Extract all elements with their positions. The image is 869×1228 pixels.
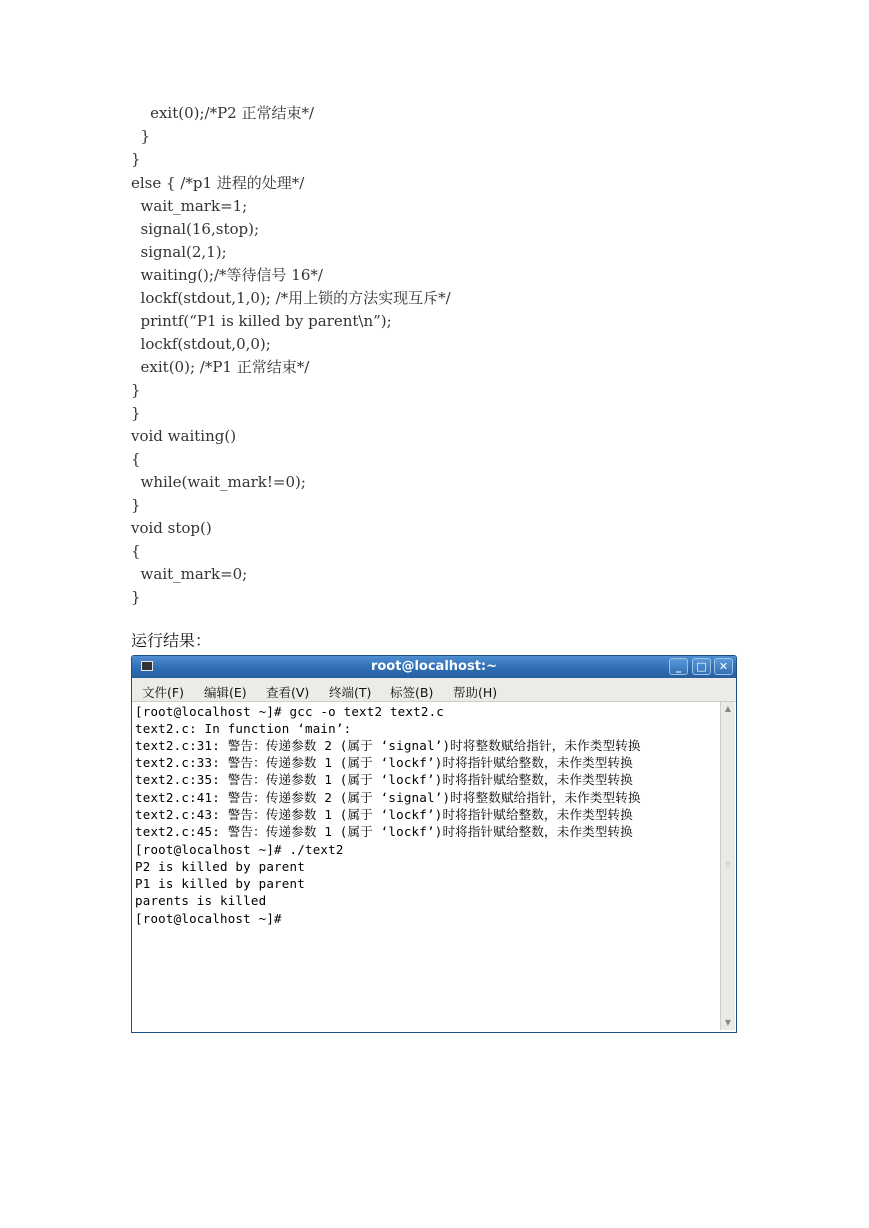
close-button[interactable]: ✕ bbox=[714, 658, 733, 675]
window-title: root@localhost:~ bbox=[370, 659, 498, 674]
terminal-line: [root@localhost ~]# bbox=[135, 911, 282, 926]
scroll-grip-icon[interactable]: ⁞⁞ bbox=[725, 860, 731, 869]
result-caption: 运行结果： bbox=[131, 631, 212, 650]
code-line: signal(2,1); bbox=[131, 243, 227, 261]
code-line: wait_mark=1; bbox=[131, 197, 248, 215]
code-line: printf(“P1 is killed by parent\n”); bbox=[131, 312, 392, 330]
terminal-line: text2.c:45: 警告：传递参数 1 (属于 ‘lockf’)时将指针赋给整数，未作类型转换 bbox=[135, 824, 633, 839]
terminal-line: [root@localhost ~]# ./text2 bbox=[135, 842, 344, 857]
scroll-up-arrow-icon[interactable]: ▲ bbox=[724, 704, 732, 713]
terminal-line: text2.c:41: 警告：传递参数 2 (属于 ‘signal’)时将整数赋给指针，未作类型转换 bbox=[135, 790, 641, 805]
code-line: else { /*p1 进程的处理*/ bbox=[131, 174, 305, 192]
vertical-scrollbar[interactable] bbox=[720, 702, 735, 1030]
terminal-line: [root@localhost ~]# gcc -o text2 text2.c bbox=[135, 704, 445, 719]
terminal-window bbox=[131, 655, 737, 1033]
terminal-titlebar[interactable] bbox=[132, 656, 736, 678]
code-line: while(wait_mark!=0); bbox=[131, 473, 306, 491]
code-line: exit(0); /*P1 正常结束*/ bbox=[131, 358, 310, 376]
terminal-line: text2.c:43: 警告：传递参数 1 (属于 ‘lockf’)时将指针赋给整数，未作类型转换 bbox=[135, 807, 633, 822]
terminal-line: P2 is killed by parent bbox=[135, 859, 305, 874]
code-line: } bbox=[131, 381, 141, 399]
code-line: } bbox=[131, 150, 141, 168]
terminal-line: text2.c:31: 警告：传递参数 2 (属于 ‘signal’)时将整数赋给指针，未作类型转换 bbox=[135, 738, 641, 753]
terminal-line: parents is killed bbox=[135, 893, 267, 908]
code-line: wait_mark=0; bbox=[131, 565, 248, 583]
code-line: } bbox=[131, 496, 141, 514]
terminal-line: P1 is killed by parent bbox=[135, 876, 305, 891]
code-line: lockf(stdout,0,0); bbox=[131, 335, 271, 353]
minimize-button[interactable]: _ bbox=[669, 658, 688, 675]
code-line: } bbox=[131, 404, 141, 422]
menu-edit[interactable]: 编辑(E) bbox=[204, 685, 247, 700]
code-line: void stop() bbox=[131, 519, 212, 537]
menu-terminal[interactable]: 终端(T) bbox=[329, 685, 372, 700]
scroll-down-arrow-icon[interactable]: ▼ bbox=[724, 1018, 732, 1027]
code-line: lockf(stdout,1,0); /*用上锁的方法实现互斥*/ bbox=[131, 289, 451, 307]
menu-bar bbox=[132, 678, 736, 702]
terminal-line: text2.c:33: 警告：传递参数 1 (属于 ‘lockf’)时将指针赋给整数，未作类型转换 bbox=[135, 755, 633, 770]
terminal-output[interactable] bbox=[134, 702, 718, 1030]
menu-view[interactable]: 查看(V) bbox=[266, 685, 310, 700]
code-line: void waiting() bbox=[131, 427, 237, 445]
code-line: { bbox=[131, 450, 141, 468]
terminal-line: text2.c: In function ‘main’: bbox=[135, 721, 352, 736]
code-line: } bbox=[131, 127, 151, 145]
maximize-button[interactable]: □ bbox=[692, 658, 711, 675]
code-line: } bbox=[131, 588, 141, 606]
menu-help[interactable]: 帮助(H) bbox=[453, 685, 498, 700]
menu-tabs[interactable]: 标签(B) bbox=[390, 685, 434, 700]
code-line: { bbox=[131, 542, 141, 560]
menu-file[interactable]: 文件(F) bbox=[142, 685, 184, 700]
terminal-line: text2.c:35: 警告：传递参数 1 (属于 ‘lockf’)时将指针赋给整数，未作类型转换 bbox=[135, 772, 633, 787]
code-line: exit(0);/*P2 正常结束*/ bbox=[131, 104, 315, 122]
code-line: waiting();/*等待信号 16*/ bbox=[131, 266, 323, 284]
code-line: signal(16,stop); bbox=[131, 220, 260, 238]
